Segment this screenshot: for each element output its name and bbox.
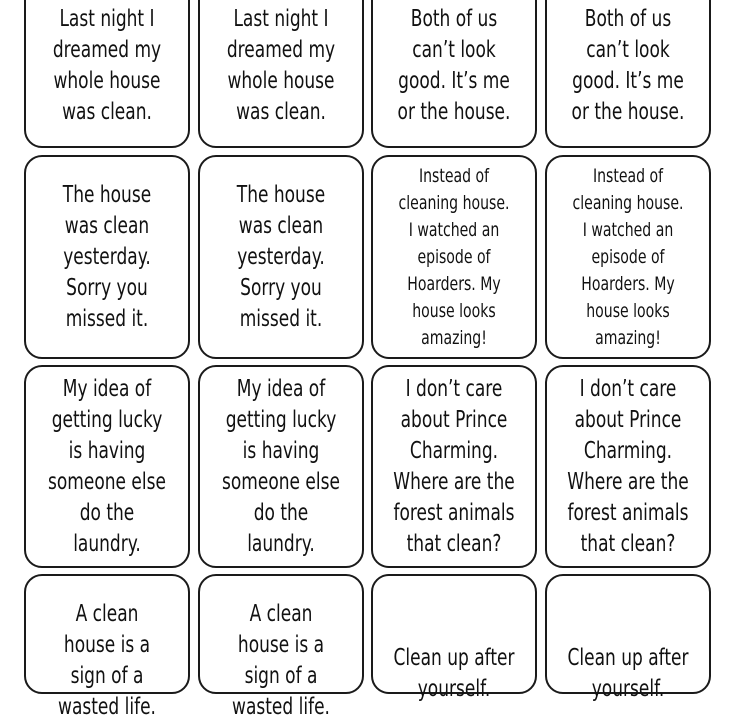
quote-text: Both of us can’t look good. It’s me or the house.	[397, 6, 511, 125]
quote-text: Clean up after yourself.	[393, 645, 515, 702]
quote-text: Last night I dreamed my whole house was clean.	[52, 6, 162, 125]
quote-text: Clean up after yourself.	[567, 645, 689, 702]
quote-card	[545, 574, 711, 702]
quote-text: My idea of getting lucky is having someone else do the laundry.	[222, 375, 340, 557]
quote-text: The house was clean yesterday. Sorry you missed it.	[62, 181, 152, 332]
quote-card	[198, 155, 364, 359]
quote-text: Both of us can’t look good. It’s me or the house.	[571, 6, 685, 125]
quote-text: I don’t care about Prince Charming. Where are the forest animals that clean?	[393, 375, 515, 557]
quote-card	[545, 0, 711, 148]
quote-text: I don’t care about Prince Charming. Where are the forest animals that clean?	[567, 375, 689, 557]
quote-card	[24, 365, 190, 568]
quote-card	[198, 365, 364, 568]
quote-text: A clean house is a sign of a wasted life.	[58, 601, 156, 720]
quote-text: Instead of cleaning house. I watched an episode of Hoarders. My house looks amazing!	[398, 164, 510, 349]
quote-card	[24, 155, 190, 359]
quote-card	[24, 0, 190, 148]
quote-text: A clean house is a sign of a wasted life.	[232, 601, 330, 720]
quote-card	[545, 365, 711, 568]
quote-card	[24, 574, 190, 720]
quote-text: Last night I dreamed my whole house was clean.	[226, 6, 336, 125]
quote-card	[371, 155, 537, 359]
quote-text: Instead of cleaning house. I watched an episode of Hoarders. My house looks amazing!	[572, 164, 684, 349]
quote-card	[371, 365, 537, 568]
quote-card	[371, 0, 537, 148]
quote-text: My idea of getting lucky is having someone else do the laundry.	[48, 375, 166, 557]
quote-card	[371, 574, 537, 702]
quote-card	[198, 0, 364, 148]
quote-card	[198, 574, 364, 720]
quote-card	[545, 155, 711, 359]
quote-text: The house was clean yesterday. Sorry you missed it.	[236, 181, 326, 332]
